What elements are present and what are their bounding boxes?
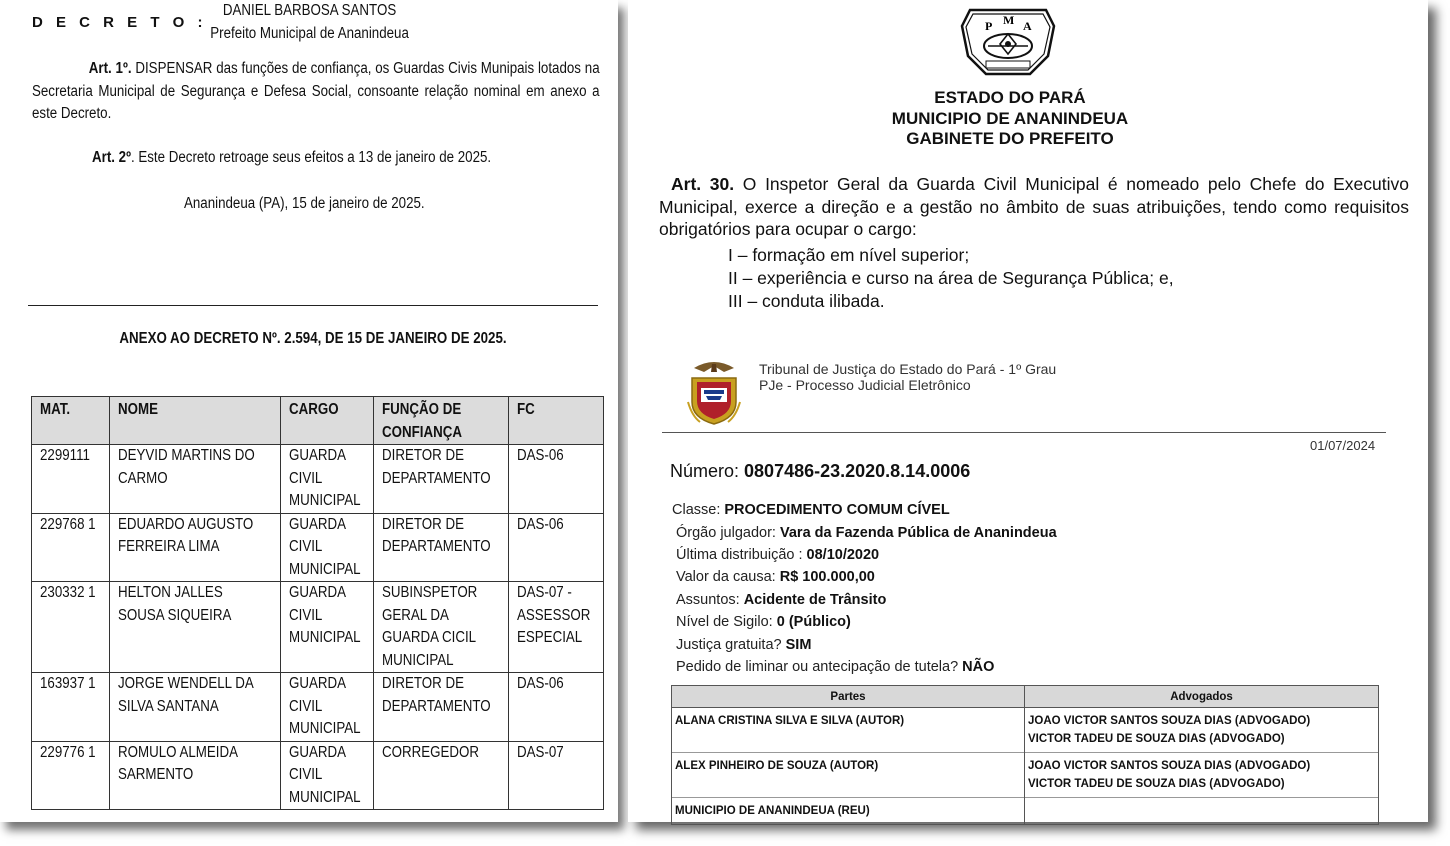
funcao-cell xyxy=(374,513,509,582)
table-row xyxy=(672,708,1379,753)
column-header-mat: MAT. xyxy=(32,397,110,445)
court-name: Tribunal de Justiça do Estado do Pará - 1º Grau xyxy=(759,361,1057,377)
info-injunction xyxy=(676,659,994,675)
fc-cell xyxy=(509,445,603,514)
fc-cell xyxy=(509,582,603,673)
nome-cell xyxy=(110,741,281,810)
article-1-text: DISPENSAR das funções de confiança, os Guardas Civis Munipais lotados na Secretaria Municipal de Segurança e Defesa Social, consoante relação nominal em anexo a este Decreto. xyxy=(32,60,600,122)
seal-letter-a: A xyxy=(1023,19,1032,33)
annex-table xyxy=(31,396,604,810)
cell-text: 163937 1 xyxy=(40,675,96,692)
requirement-2: II – experiência e curso na área de Segurança Pública; e, xyxy=(728,268,1174,288)
lawyer-cell: JOAO VICTOR SANTOS SOUZA DIAS (ADVOGADO) VICTOR TADEU DE SOUZA DIAS (ADVOGADO) xyxy=(1025,708,1379,753)
court-emblem-icon xyxy=(684,358,744,428)
column-header-nome: NOME xyxy=(110,397,281,445)
cell-text: GUARDA CIVIL MUNICIPAL xyxy=(289,447,361,509)
article-30-label: Art. 30. xyxy=(671,174,735,194)
signature-block xyxy=(44,0,575,45)
cell-text: DAS-07 - ASSESSOR ESPECIAL xyxy=(517,584,591,646)
nome-cell xyxy=(110,445,281,514)
decree-heading: D E C R E T O : xyxy=(32,14,208,31)
fc-cell xyxy=(509,673,603,742)
party-cell: MUNICIPIO DE ANANINDEUA (REU) xyxy=(672,798,1025,825)
column-header-funcao: FUNÇÃO DE CONFIANÇA xyxy=(374,397,509,445)
table-row xyxy=(32,513,604,582)
article-1-label: Art. 1º. xyxy=(88,60,132,77)
court-system-name: PJe - Processo Judicial Eletrônico xyxy=(759,377,971,393)
funcao-cell xyxy=(374,673,509,742)
info-injunction-label: Pedido de liminar ou antecipação de tutela? xyxy=(676,659,963,675)
cell-text: GUARDA CIVIL MUNICIPAL xyxy=(289,584,361,646)
column-header-cargo: CARGO xyxy=(281,397,374,445)
info-free-justice-value: SIM xyxy=(785,637,812,653)
signer-role: Prefeito Municipal de Ananindeua xyxy=(210,24,409,42)
nome-cell xyxy=(110,513,281,582)
cell-text: 229768 1 xyxy=(40,515,96,533)
info-court xyxy=(676,525,1057,541)
column-header-partes: Partes xyxy=(672,686,1025,708)
info-distribution-value: 08/10/2020 xyxy=(806,547,880,563)
article-2-label: Art. 2º xyxy=(92,149,131,166)
info-free-justice xyxy=(676,637,811,653)
cell-text: DAS-06 xyxy=(517,675,565,692)
party-cell: ALANA CRISTINA SILVA E SILVA (AUTOR) xyxy=(672,708,1025,753)
header-office: GABINETE DO PREFEITO xyxy=(906,129,1114,148)
table-row xyxy=(32,445,604,514)
info-value-label: Valor da causa: xyxy=(676,569,780,585)
info-court-label: Órgão julgador: xyxy=(676,525,780,541)
info-free-justice-label: Justiça gratuita? xyxy=(676,637,786,653)
table-row xyxy=(32,741,604,810)
info-subjects-value: Acidente de Trânsito xyxy=(743,592,887,608)
cell-text: DAS-06 xyxy=(517,515,565,533)
cargo-cell xyxy=(281,582,374,673)
document-date: 01/07/2024 xyxy=(1310,438,1376,453)
cell-text: GUARDA CIVIL MUNICIPAL xyxy=(289,675,361,737)
cell-text: SUBINSPETOR GERAL DA GUARDA CICIL MUNICIPAL xyxy=(382,584,478,669)
place-and-date: Ananindeua (PA), 15 de janeiro de 2025. xyxy=(184,195,425,212)
mat-cell xyxy=(32,673,110,742)
divider xyxy=(28,305,598,306)
divider xyxy=(662,432,1386,433)
case-number-value: 0807486-23.2020.8.14.0006 xyxy=(744,461,971,481)
info-court-value: Vara da Fazenda Pública de Ananindeua xyxy=(779,525,1057,541)
nome-cell xyxy=(110,582,281,673)
article-30-text: O Inspetor Geral da Guarda Civil Municipal é nomeado pelo Chefe do Executivo Municipal, exerce a direção e a gestão no âmbito de suas atribuições, tendo como requisitos obrigatórios para ocupar o cargo: xyxy=(659,174,1410,239)
table-row xyxy=(672,798,1379,825)
parties-table xyxy=(671,685,1379,825)
case-number-label: Número: xyxy=(670,461,745,481)
mat-cell xyxy=(32,445,110,514)
funcao-cell xyxy=(374,741,509,810)
cargo-cell xyxy=(281,513,374,582)
cargo-cell xyxy=(281,445,374,514)
info-class xyxy=(672,502,950,518)
nome-cell xyxy=(110,673,281,742)
table-row xyxy=(32,582,604,673)
table-row xyxy=(672,753,1379,798)
funcao-cell xyxy=(374,582,509,673)
mat-cell xyxy=(32,741,110,810)
annex-title: ANEXO AO DECRETO Nº. 2.594, DE 15 DE JANEIRO DE 2025. xyxy=(119,330,507,347)
cell-text: 230332 1 xyxy=(40,584,96,601)
funcao-cell xyxy=(374,445,509,514)
cell-text: JORGE WENDELL DA SILVA SANTANA xyxy=(118,675,254,715)
fc-cell xyxy=(509,513,603,582)
cargo-cell xyxy=(281,741,374,810)
info-value-value: R$ 100.000,00 xyxy=(779,569,875,585)
info-secrecy-value: 0 (Público) xyxy=(776,614,851,630)
parties-table-header xyxy=(672,686,1379,708)
info-class-label: Classe: xyxy=(672,502,725,518)
cell-text: 2299111 xyxy=(40,447,90,464)
column-header-advogados: Advogados xyxy=(1025,686,1379,708)
cell-text: DIRETOR DE DEPARTAMENTO xyxy=(382,515,491,555)
cell-text: DAS-07 xyxy=(517,743,565,761)
cell-text: CORREGEDOR xyxy=(382,743,480,761)
article-30 xyxy=(659,173,1409,241)
seal-letter-m: M xyxy=(1003,13,1015,27)
cell-text: DAS-06 xyxy=(517,447,565,464)
signer-name: DANIEL BARBOSA SANTOS xyxy=(222,2,397,19)
info-subjects-label: Assuntos: xyxy=(676,592,744,608)
info-secrecy-label: Nível de Sigilo: xyxy=(676,614,777,630)
cell-text: ROMULO ALMEIDA SARMENTO xyxy=(118,743,238,783)
cell-text: HELTON JALLES SOUSA SIQUEIRA xyxy=(118,584,232,624)
cell-text: DIRETOR DE DEPARTAMENTO xyxy=(382,675,491,715)
info-subjects xyxy=(676,592,886,608)
header-municipality: MUNICIPIO DE ANANINDEUA xyxy=(891,108,1129,128)
article-2-text: . Este Decreto retroage seus efeitos a 13 de janeiro de 2025. xyxy=(130,149,492,166)
mat-cell xyxy=(32,513,110,582)
info-injunction-value: NÃO xyxy=(962,659,995,675)
info-secrecy xyxy=(676,614,851,630)
municipal-seal-icon xyxy=(958,8,1058,80)
cell-text: EDUARDO AUGUSTO FERREIRA LIMA xyxy=(118,515,254,555)
fc-cell xyxy=(509,741,603,810)
case-number xyxy=(670,461,970,482)
cell-text: DIRETOR DE DEPARTAMENTO xyxy=(382,447,491,487)
article-1 xyxy=(32,58,600,126)
seal-letter-p: P xyxy=(985,19,993,33)
info-distribution xyxy=(676,547,879,563)
lawyer-cell: JOAO VICTOR SANTOS SOUZA DIAS (ADVOGADO) VICTOR TADEU DE SOUZA DIAS (ADVOGADO) xyxy=(1025,753,1379,798)
cell-text: 229776 1 xyxy=(40,743,96,761)
cell-text: DEYVID MARTINS DO CARMO xyxy=(118,447,255,487)
requirement-3: III – conduta ilibada. xyxy=(728,291,885,311)
table-row xyxy=(32,673,604,742)
party-cell: ALEX PINHEIRO DE SOUZA (AUTOR) xyxy=(672,753,1025,798)
info-distribution-label: Última distribuição : xyxy=(676,547,807,563)
lawyer-cell xyxy=(1025,798,1379,825)
mat-cell xyxy=(32,582,110,673)
info-class-value: PROCEDIMENTO COMUM CÍVEL xyxy=(724,502,950,518)
annex-table-header xyxy=(32,397,604,445)
cargo-cell xyxy=(281,673,374,742)
requirement-1: I – formação em nível superior; xyxy=(728,245,970,265)
article-2 xyxy=(92,147,642,170)
cell-text: GUARDA CIVIL MUNICIPAL xyxy=(289,743,361,806)
info-value xyxy=(676,569,875,585)
cell-text: GUARDA CIVIL MUNICIPAL xyxy=(289,515,361,578)
header-state: ESTADO DO PARÁ xyxy=(934,88,1086,107)
column-header-fc: FC xyxy=(509,397,603,445)
